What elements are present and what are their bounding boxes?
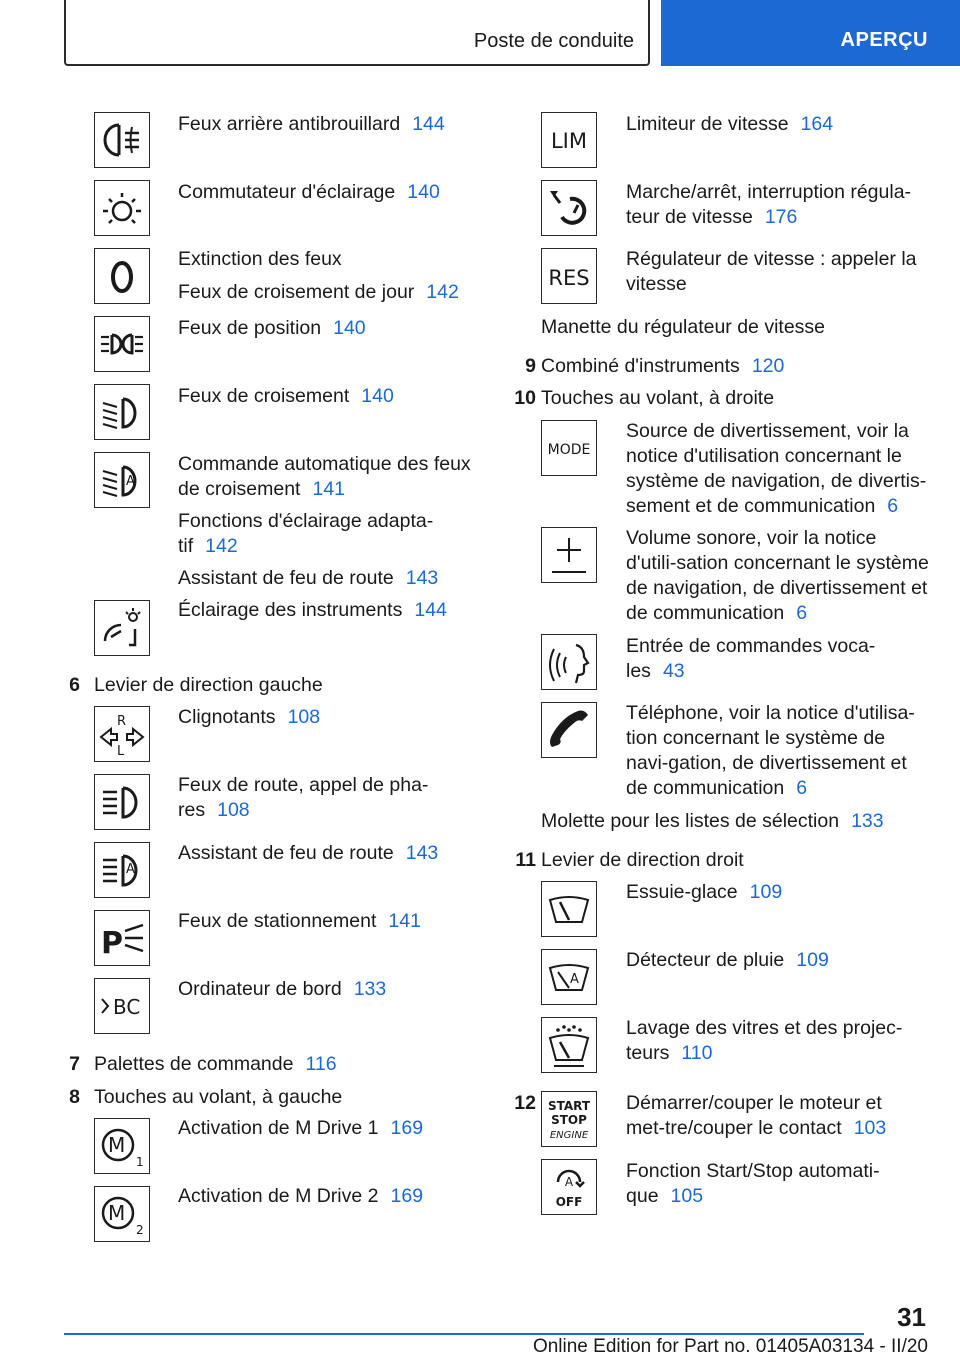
entry-text: Ordinateur de bord 133 bbox=[178, 978, 387, 1000]
entry-text: Lavage des vitres et des projec-teurs 110 bbox=[626, 1017, 903, 1064]
svg-text:LIM: LIM bbox=[550, 129, 588, 153]
svg-text:A: A bbox=[564, 1175, 574, 1189]
entry-text: Limiteur de vitesse 164 bbox=[626, 113, 834, 135]
page-link[interactable]: 176 bbox=[764, 206, 798, 228]
entry-text: Clignotants 108 bbox=[178, 706, 321, 728]
start-stop-engine-icon bbox=[541, 1091, 597, 1147]
page-link[interactable]: 6 bbox=[796, 777, 808, 799]
page-link[interactable]: 142 bbox=[205, 535, 238, 557]
section-heading: Palettes de commande 116 bbox=[94, 1053, 337, 1075]
page-link[interactable]: 140 bbox=[361, 385, 394, 407]
entry-text: Essuie-glace 109 bbox=[626, 881, 783, 903]
page-link[interactable]: 133 bbox=[353, 978, 387, 1000]
entry-text: Assistant de feu de route 143 bbox=[178, 842, 439, 864]
page-link[interactable]: 169 bbox=[390, 1185, 424, 1207]
volume-icon bbox=[541, 527, 597, 583]
page-link[interactable]: 103 bbox=[853, 1117, 887, 1139]
light-switch-icon bbox=[94, 180, 150, 236]
entry-text: Manette du régulateur de vitesse bbox=[541, 316, 826, 338]
item-number: 6 bbox=[69, 674, 80, 696]
svg-text:A: A bbox=[126, 862, 135, 877]
entry-text: Entrée de commandes voca-les 43 bbox=[626, 635, 876, 682]
page-link[interactable]: 143 bbox=[405, 842, 439, 864]
entry-text: Extinction des feux bbox=[178, 248, 342, 270]
entry-text: Commutateur d'éclairage 140 bbox=[178, 181, 440, 203]
svg-text:2: 2 bbox=[136, 1223, 144, 1237]
svg-text:BC: BC bbox=[113, 995, 141, 1019]
svg-text:MODE: MODE bbox=[547, 442, 591, 458]
item-number: 11 bbox=[515, 849, 536, 871]
section-heading: Combiné d'instruments 120 bbox=[541, 355, 785, 377]
svg-text:M: M bbox=[108, 1201, 126, 1225]
cruise-resume-icon bbox=[541, 248, 597, 304]
parking-light-icon bbox=[94, 910, 150, 966]
mode-icon bbox=[541, 420, 597, 476]
footer-divider bbox=[64, 1333, 864, 1335]
page-link[interactable]: 110 bbox=[681, 1042, 713, 1064]
svg-text:P: P bbox=[101, 926, 123, 961]
item-number: 7 bbox=[69, 1053, 80, 1075]
entry-text: Volume sonore, voir la notice d'utili-sation concernant le système de navigation, de divertissement et de communication 6 bbox=[626, 527, 929, 624]
page-link[interactable]: 144 bbox=[414, 599, 447, 621]
svg-text:1: 1 bbox=[136, 1155, 144, 1169]
parking-lights-icon bbox=[94, 316, 150, 372]
low-beam-icon bbox=[94, 384, 150, 440]
svg-text:OFF: OFF bbox=[555, 1195, 583, 1209]
entry-text: Molette pour les listes de sélection 133 bbox=[541, 810, 884, 832]
page-link[interactable]: 141 bbox=[388, 910, 421, 932]
board-computer-icon bbox=[94, 978, 150, 1034]
entry-text: Feux de position 140 bbox=[178, 317, 366, 339]
page-link[interactable]: 140 bbox=[333, 317, 366, 339]
svg-text:L: L bbox=[117, 744, 125, 759]
section-heading: Levier de direction droit bbox=[541, 849, 744, 871]
page-number: 31 bbox=[897, 1302, 926, 1332]
item-number: 12 bbox=[514, 1092, 536, 1114]
section-heading: Touches au volant, à droite bbox=[541, 387, 775, 409]
entry-text: Activation de M Drive 2 169 bbox=[178, 1185, 424, 1207]
entry-text: Téléphone, voir la notice d'utilisa-tion concernant le système de navi-gation, de divertissement et de communication 6 bbox=[626, 702, 915, 799]
svg-text:STOP: STOP bbox=[551, 1113, 587, 1127]
page-link[interactable]: 141 bbox=[312, 478, 346, 500]
svg-text:A: A bbox=[570, 972, 579, 987]
svg-text:START: START bbox=[547, 1099, 591, 1113]
page-link[interactable]: 169 bbox=[390, 1117, 424, 1139]
m-drive-1-icon bbox=[94, 1118, 150, 1174]
section-heading: Touches au volant, à gauche bbox=[94, 1086, 343, 1108]
entry-text: Feux arrière antibrouillard 144 bbox=[178, 113, 445, 135]
page-link[interactable]: 164 bbox=[800, 113, 834, 135]
header-section-box bbox=[64, 0, 650, 66]
svg-text:ENGINE: ENGINE bbox=[549, 1130, 589, 1141]
item-number: 10 bbox=[514, 387, 536, 409]
entry-text: Commande automatique des feux de croisement 141 bbox=[178, 453, 471, 500]
page-link[interactable]: 109 bbox=[796, 949, 829, 971]
lights-off-icon bbox=[94, 248, 150, 304]
high-beam-icon bbox=[94, 774, 150, 830]
page-link[interactable]: 144 bbox=[412, 113, 445, 135]
entry-text: Fonctions d'éclairage adapta-tif 142 bbox=[178, 510, 434, 557]
auto-start-stop-off-icon bbox=[541, 1159, 597, 1215]
svg-text:RES: RES bbox=[548, 266, 590, 290]
entry-text: Feux de croisement 140 bbox=[178, 385, 394, 407]
entry-text: Détecteur de pluie 109 bbox=[626, 949, 829, 971]
page-link[interactable]: 6 bbox=[887, 495, 899, 517]
page-link[interactable]: 109 bbox=[749, 881, 783, 903]
entry-text: Feux de route, appel de pha-res 108 bbox=[178, 774, 429, 821]
entry-text: Marche/arrêt, interruption régula-teur de vitesse 176 bbox=[626, 181, 912, 228]
svg-text:R: R bbox=[117, 714, 127, 729]
cruise-on-off-icon bbox=[541, 180, 597, 236]
m-drive-2-icon bbox=[94, 1186, 150, 1242]
svg-text:M: M bbox=[108, 1133, 126, 1157]
turn-signal-icon bbox=[94, 706, 150, 762]
entry-text: Démarrer/couper le moteur et met-tre/couper le contact 103 bbox=[626, 1092, 887, 1139]
page-link[interactable]: 108 bbox=[287, 706, 321, 728]
svg-text:A: A bbox=[126, 474, 135, 489]
page-link[interactable]: 142 bbox=[426, 281, 459, 303]
entry-text: Régulateur de vitesse : appeler la vitesse bbox=[626, 248, 917, 295]
rain-sensor-icon bbox=[541, 949, 597, 1005]
entry-text: Fonction Start/Stop automati-que 105 bbox=[626, 1160, 880, 1207]
page-link[interactable]: 140 bbox=[407, 181, 440, 203]
auto-low-beam-icon bbox=[94, 452, 150, 508]
page-link[interactable]: 116 bbox=[305, 1053, 337, 1075]
footer-edition: Online Edition for Part no. 01405A03134 - II/20 bbox=[532, 1336, 928, 1357]
section-heading: Levier de direction gauche bbox=[94, 674, 323, 696]
page-link[interactable]: 6 bbox=[796, 602, 808, 624]
entry-text: Éclairage des instruments 144 bbox=[178, 599, 447, 621]
tab-apercu-label: APERÇU bbox=[840, 29, 928, 51]
page-link[interactable]: 43 bbox=[662, 660, 685, 682]
section-title: Poste de conduite bbox=[473, 30, 634, 52]
phone-icon bbox=[541, 702, 597, 758]
item-number: 9 bbox=[525, 355, 536, 377]
item-number: 8 bbox=[69, 1086, 80, 1108]
entry-text: Feux de stationnement 141 bbox=[178, 910, 421, 932]
instrument-lighting-icon bbox=[94, 600, 150, 656]
high-beam-assist-icon bbox=[94, 842, 150, 898]
washer-icon bbox=[541, 1017, 597, 1073]
entry-text: Activation de M Drive 1 169 bbox=[178, 1117, 424, 1139]
voice-command-icon bbox=[541, 634, 597, 690]
page-link[interactable]: 108 bbox=[217, 799, 250, 821]
tab-apercu[interactable] bbox=[661, 0, 960, 66]
rear-fog-light-icon bbox=[94, 112, 150, 168]
entry-text: Source de divertissement, voir la notice d'utilisation concernant le système de navigation, de divertis-sement et de communication 6 bbox=[626, 420, 927, 517]
page-link[interactable]: 143 bbox=[405, 567, 439, 589]
page-link[interactable]: 120 bbox=[751, 355, 785, 377]
wiper-icon bbox=[541, 881, 597, 937]
page-link[interactable]: 133 bbox=[851, 810, 884, 832]
entry-text: Assistant de feu de route 143 bbox=[178, 567, 439, 589]
speed-limiter-icon bbox=[541, 112, 597, 168]
entry-text: Feux de croisement de jour 142 bbox=[178, 281, 459, 303]
page-link[interactable]: 105 bbox=[670, 1185, 704, 1207]
